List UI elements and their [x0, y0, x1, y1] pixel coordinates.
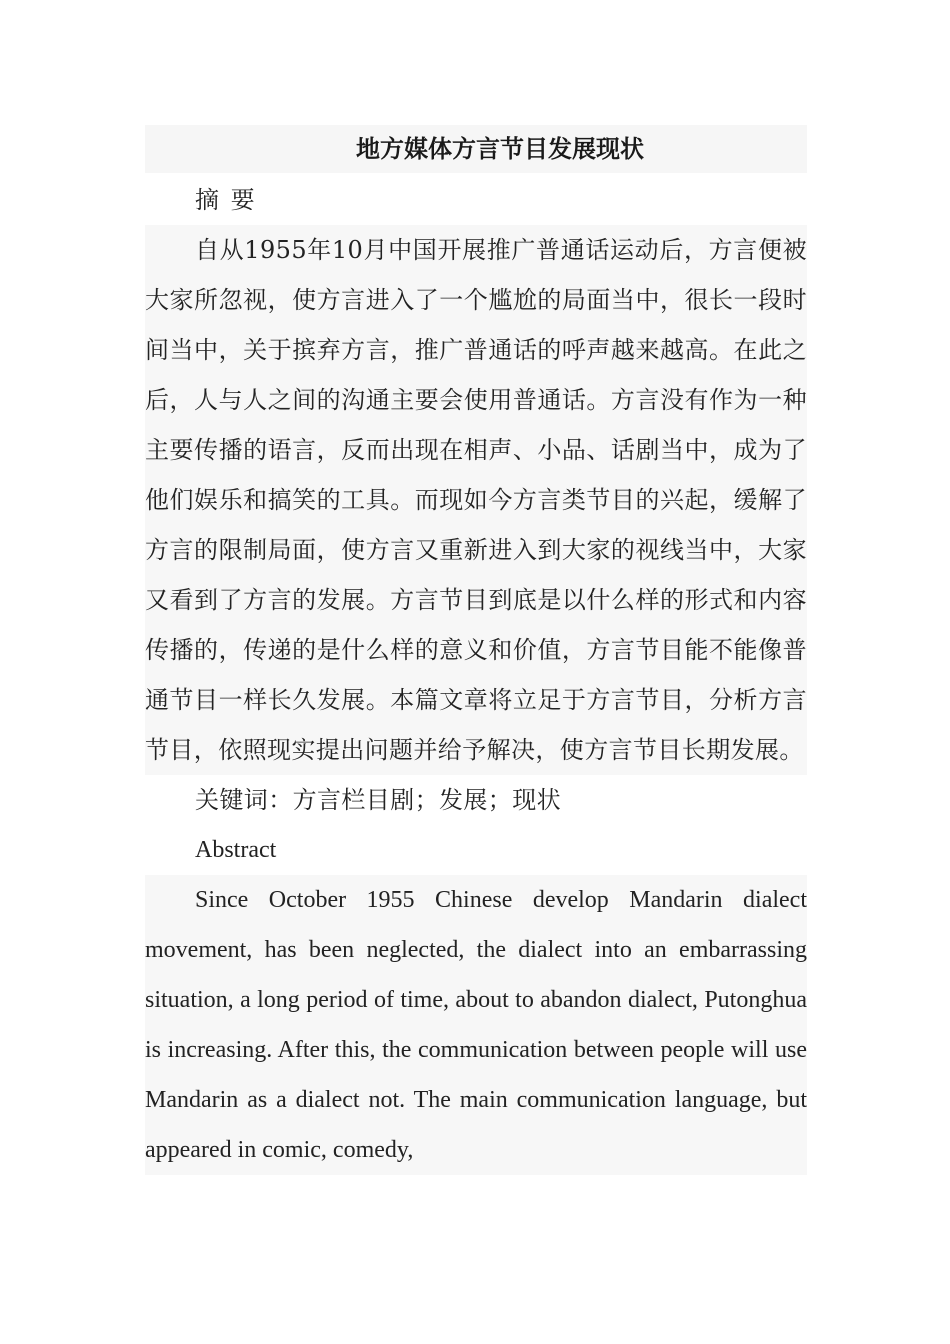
abstract-heading: 摘 要: [195, 186, 257, 214]
keywords-line: 关键词：方言栏目剧；发展；现状: [195, 786, 561, 814]
english-abstract-heading: Abstract: [195, 837, 277, 863]
document-title: 地方媒体方言节目发展现状: [145, 125, 807, 173]
english-abstract-body: Since October 1955 Chinese develop Mandarin dialect movement, has been neglected, the dialect into an embarrassing situation, a long period of time, about to abandon dialect, Putonghua is increasing. After this, the communication between people will use Mandarin as a dialect not. The main communication language, but appeared in comic, comedy,: [145, 875, 807, 1175]
abstract-body: 自从1955年10月中国开展推广普通话运动后，方言便被大家所忽视，使方言进入了一个尴尬的局面当中，很长一段时间当中，关于摈弃方言，推广普通话的呼声越来越高。在此之后，人与人之间的沟通主要会使用普通话。方言没有作为一种主要传播的语言，反而出现在相声、小品、话剧当中，成为了他们娱乐和搞笑的工具。而现如今方言类节目的兴起，缓解了方言的限制局面，使方言又重新进入到大家的视线当中，大家又看到了方言的发展。方言节目到底是以什么样的形式和内容传播的，传递的是什么样的意义和价值，方言节目能不能像普通节目一样长久发展。本篇文章将立足于方言节目，分析方言节目，依照现实提出问题并给予解决，使方言节目长期发展。: [145, 225, 807, 775]
document-page: [145, 125, 807, 1175]
